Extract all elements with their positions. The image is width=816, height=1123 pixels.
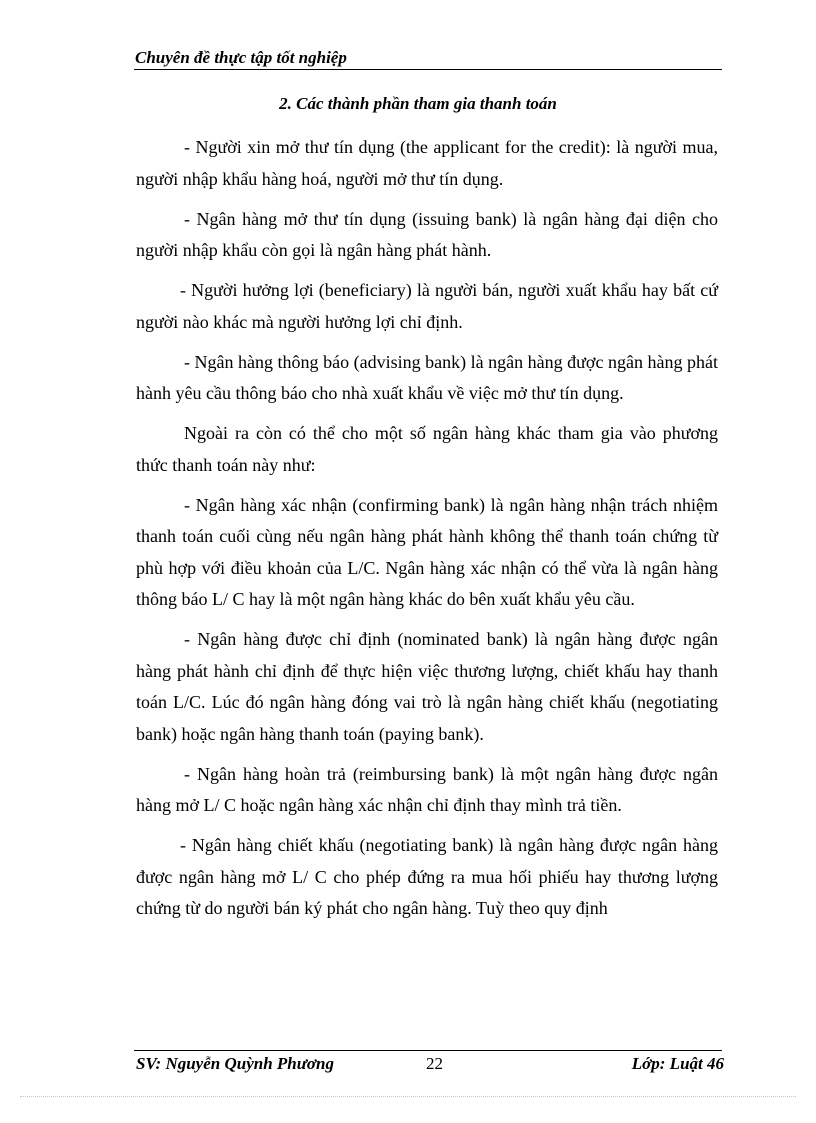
footer-student-name: SV: Nguyễn Quỳnh Phương bbox=[136, 1054, 335, 1073]
footer-class-label: Lớp: Luật 46 bbox=[631, 1054, 724, 1073]
page-number: 22 bbox=[426, 1054, 443, 1073]
page-header-title: Chuyên đề thực tập tốt nghiệp bbox=[135, 48, 347, 67]
page-footer bbox=[134, 1054, 724, 1078]
paragraph-advising-bank: - Ngân hàng thông báo (advising bank) là ngân hàng được ngân hàng phát hành yêu cầu thông báo cho nhà xuất khẩu về việc mở thư tín dụng. bbox=[136, 351, 718, 403]
paragraph-confirming-bank: - Ngân hàng xác nhận (confirming bank) là ngân hàng nhận trách nhiệm thanh toán cuối cùng nếu ngân hàng phát hành không thể thanh toán chứng từ phù hợp với điều khoản của L/C. Ngân hàng xác nhận có thể vừa là ngân hàng thông báo L/ C hay là một ngân hàng khác do bên xuất khẩu yêu cầu. bbox=[136, 494, 718, 609]
header-divider bbox=[134, 69, 722, 70]
footer-divider bbox=[134, 1050, 722, 1051]
paragraph-beneficiary: - Người hưởng lợi (beneficiary) là người bán, người xuất khẩu hay bất cứ người nào khác mà người hưởng lợi chỉ định. bbox=[136, 280, 718, 332]
paragraph-issuing-bank: - Ngân hàng mở thư tín dụng (issuing bank) là ngân hàng đại diện cho người nhập khẩu còn gọi là ngân hàng phát hành. bbox=[136, 208, 718, 260]
page-bottom-dotted-border bbox=[20, 1096, 796, 1097]
paragraph-applicant: - Người xin mở thư tín dụng (the applicant for the credit): là người mua, người nhập khẩu hàng hoá, người mở thư tín dụng. bbox=[136, 137, 718, 189]
section-title: 2. Các thành phần tham gia thanh toán bbox=[279, 94, 557, 113]
paragraph-negotiating-bank: - Ngân hàng chiết khấu (negotiating bank) là ngân hàng được ngân hàng được ngân hàng mở L/ C cho phép đứng ra mua hối phiếu hay thương lượng chứng từ do người bán ký phát cho ngân hàng. Tuỳ theo quy định bbox=[136, 835, 718, 918]
body-text bbox=[136, 132, 718, 933]
paragraph-other-banks: Ngoài ra còn có thể cho một số ngân hàng khác tham gia vào phương thức thanh toán này như: bbox=[136, 423, 718, 475]
paragraph-nominated-bank: - Ngân hàng được chỉ định (nominated bank) là ngân hàng được ngân hàng phát hành chỉ định để thực hiện việc thương lượng, chiết khấu hay thanh toán L/C. Lúc đó ngân hàng đóng vai trò là ngân hàng chiết khấu (negotiating bank) hoặc ngân hàng thanh toán (paying bank). bbox=[136, 629, 718, 744]
paragraph-reimbursing-bank: - Ngân hàng hoàn trả (reimbursing bank) là một ngân hàng được ngân hàng mở L/ C hoặc ngân hàng xác nhận chỉ định thay mình trả tiền. bbox=[136, 763, 718, 815]
